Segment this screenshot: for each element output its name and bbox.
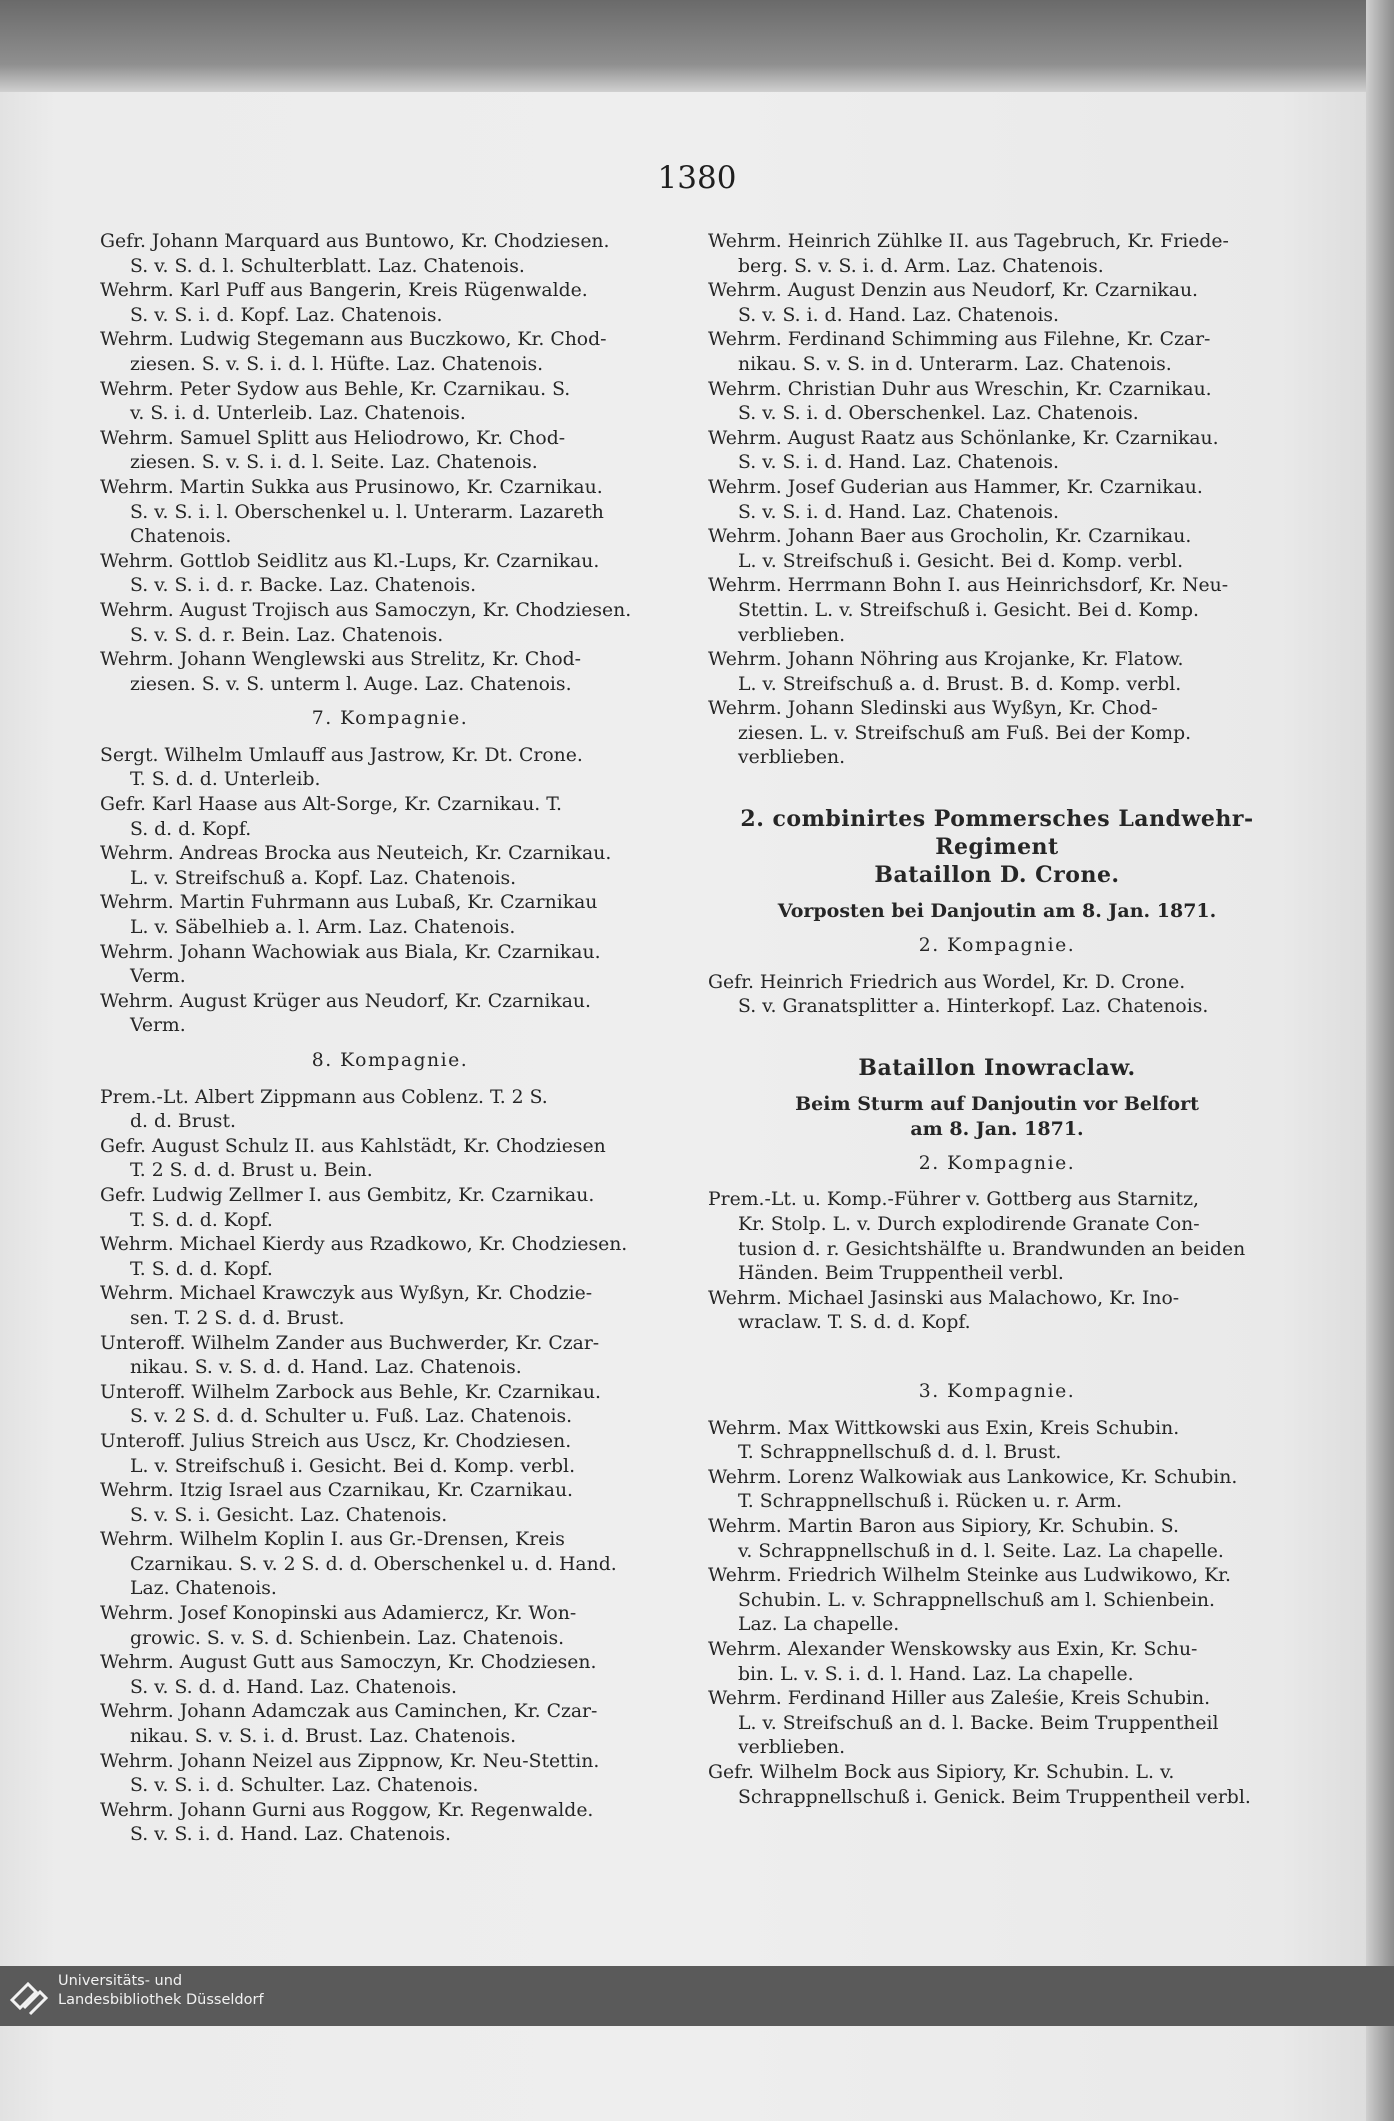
heading-line: am 8. Jan. 1871. [910, 1117, 1084, 1140]
library-credit-line2: Landesbibliothek Düsseldorf [58, 1992, 264, 2008]
entry-line: S. v. S. d. l. Schulterblatt. Laz. Chatenois. [130, 255, 525, 277]
entry-line: Sergt. Wilhelm Umlauff aus Jastrow, Kr. Dt. Crone. [100, 744, 583, 766]
heading-line: 2. combinirtes Pommersches Landwehr-Regiment [740, 806, 1254, 861]
entry-line: nikau. S. v. S. i. d. Brust. Laz. Chatenois. [130, 1726, 517, 1748]
entry-line: Wehrm. Gottlob Seidlitz aus Kl.-Lups, Kr. Czarnikau. [100, 550, 600, 572]
company-heading: 8. Kompagnie. [311, 1050, 469, 1071]
casualty-entry [708, 1287, 1286, 1336]
casualty-entry [100, 744, 680, 793]
unit-heading [708, 1054, 1286, 1082]
casualty-entry [708, 1515, 1286, 1564]
entry-line: v. Schrappnellschuß in d. l. Seite. Laz. La chapelle. [738, 1540, 1224, 1562]
casualty-entry [100, 1479, 680, 1528]
casualty-entry [100, 793, 680, 842]
entry-line: T. 2 S. d. d. Brust u. Bein. [130, 1160, 373, 1182]
entry-line: Wehrm. Herrmann Bohn I. aus Heinrichsdorf, Kr. Neu- [708, 575, 1229, 597]
page-number: 1380 [657, 160, 737, 196]
entry-line: Gefr. Wilhelm Bock aus Sipiory, Kr. Schubin. L. v. [708, 1761, 1175, 1783]
entry-line: T. S. d. d. Kopf. [130, 1209, 273, 1231]
entry-line: Verm. [130, 966, 186, 988]
casualty-entry [100, 1381, 680, 1430]
entry-line: nikau. S. v. S. in d. Unterarm. Laz. Chatenois. [738, 353, 1172, 375]
entry-line: T. Schrappnellschuß d. d. l. Brust. [738, 1442, 1062, 1464]
entry-line: Wehrm. Samuel Splitt aus Heliodrowo, Kr. Chod- [100, 427, 566, 449]
entry-line: Prem.-Lt. Albert Zippmann aus Coblenz. T. 2 S. [100, 1086, 548, 1108]
company-heading: 3. Kompagnie. [918, 1381, 1076, 1402]
entry-line: S. v. S. d. r. Bein. Laz. Chatenois. [130, 624, 444, 646]
entry-line: Wehrm. Friedrich Wilhelm Steinke aus Ludwikowo, Kr. [708, 1565, 1232, 1587]
casualty-entry [708, 1466, 1286, 1515]
entry-line: Wehrm. Ferdinand Schimming aus Filehne, Kr. Czar- [708, 329, 1211, 351]
casualty-entry [100, 599, 680, 648]
entry-line: Czarnikau. S. v. 2 S. d. d. Oberschenkel u. d. Hand. [130, 1553, 617, 1575]
casualty-entry [708, 476, 1286, 525]
casualty-entry [100, 1799, 680, 1848]
heading-line: Vorposten bei Danjoutin am 8. Jan. 1871. [777, 900, 1217, 923]
entry-line: Wehrm. Lorenz Walkowiak aus Lankowice, Kr. Schubin. [708, 1466, 1238, 1488]
entry-line: Gefr. Ludwig Zellmer I. aus Gembitz, Kr. Czarnikau. [100, 1184, 595, 1206]
casualty-entry [100, 842, 680, 891]
entry-line: ziesen. S. v. S. i. d. l. Seite. Laz. Chatenois. [130, 452, 538, 474]
casualty-entry [100, 378, 680, 427]
scan-right-edge [1366, 0, 1394, 2121]
entry-line: Chatenois. [130, 526, 232, 548]
entry-line: Gefr. Karl Haase aus Alt-Sorge, Kr. Czarnikau. T. [100, 794, 562, 816]
entry-line: Wehrm. Michael Krawczyk aus Wyßyn, Kr. Chodzie- [100, 1283, 593, 1305]
entry-line: Gefr. Johann Marquard aus Buntowo, Kr. Chodziesen. [100, 231, 610, 252]
casualty-entry [708, 1687, 1286, 1761]
entry-line: Wehrm. Johann Nöhring aus Krojanke, Kr. Flatow. [708, 649, 1184, 671]
entry-line: nikau. S. v. S. d. d. Hand. Laz. Chatenois. [130, 1357, 522, 1379]
entry-line: verblieben. [738, 624, 846, 646]
heading-line: Beim Sturm auf Danjoutin vor Belfort [795, 1092, 1199, 1115]
entry-line: Laz. La chapelle. [738, 1614, 900, 1636]
casualty-entry [100, 328, 680, 377]
entry-line: Wehrm. Martin Fuhrmann aus Lubaß, Kr. Czarnikau [100, 892, 598, 914]
casualty-entry [100, 1135, 680, 1184]
casualty-entry [100, 1086, 680, 1135]
casualty-entry [100, 1700, 680, 1749]
entry-line: bin. L. v. S. i. d. l. Hand. Laz. La chapelle. [738, 1663, 1134, 1685]
entry-line: Wehrm. August Raatz aus Schönlanke, Kr. Czarnikau. [708, 427, 1219, 449]
spacer [708, 889, 1286, 899]
entry-line: wraclaw. T. S. d. d. Kopf. [738, 1312, 971, 1334]
casualty-entry [708, 378, 1286, 427]
casualty-entry [100, 1430, 680, 1479]
entry-line: T. Schrappnellschuß i. Rücken u. r. Arm. [738, 1491, 1122, 1513]
entry-line: Wehrm. Michael Kierdy aus Rzadkowo, Kr. Chodziesen. [100, 1234, 628, 1256]
entry-line: tusion d. r. Gesichtshälfte u. Brandwunden an beiden [738, 1238, 1246, 1260]
library-credit-line1: Universitäts- und [58, 1973, 183, 1989]
entry-line: S. v. Granatsplitter a. Hinterkopf. Laz. Chatenois. [738, 996, 1209, 1018]
entry-line: L. v. Säbelhieb a. l. Arm. Laz. Chatenois. [130, 917, 516, 939]
entry-line: Unteroff. Julius Streich aus Uscz, Kr. Chodziesen. [100, 1430, 572, 1452]
casualty-entry [708, 1638, 1286, 1687]
entry-line: Laz. Chatenois. [130, 1578, 277, 1600]
casualty-entry [708, 328, 1286, 377]
entry-line: L. v. Streifschuß a. Kopf. Laz. Chatenois. [130, 867, 517, 889]
entry-line: T. S. d. d. Unterleib. [130, 769, 321, 791]
entry-line: Wehrm. Johann Baer aus Grocholin, Kr. Czarnikau. [708, 526, 1192, 548]
entry-line: Wehrm. August Krüger aus Neudorf, Kr. Czarnikau. [100, 990, 591, 1012]
spacer [708, 1020, 1286, 1054]
casualty-entry [100, 1184, 680, 1233]
casualty-entry [708, 1417, 1286, 1466]
entry-line: Verm. [130, 1015, 186, 1037]
entry-line: T. S. d. d. Kopf. [130, 1258, 273, 1280]
casualty-entry [100, 230, 680, 279]
entry-line: Wehrm. Johann Neizel aus Zippnow, Kr. Neu-Stettin. [100, 1750, 600, 1772]
entry-line: S. v. S. i. d. Kopf. Laz. Chatenois. [130, 304, 443, 326]
entry-line: Wehrm. Wilhelm Koplin I. aus Gr.-Drensen, Kreis [100, 1529, 565, 1551]
entry-line: Wehrm. August Gutt aus Samoczyn, Kr. Chodziesen. [100, 1652, 597, 1674]
entry-line: Wehrm. Karl Puff aus Bangerin, Kreis Rügenwalde. [100, 280, 588, 302]
entry-line: L. v. Streifschuß i. Gesicht. Bei d. Komp. verbl. [738, 550, 1184, 572]
entry-line: L. v. Streifschuß a. d. Brust. B. d. Komp. verbl. [738, 673, 1182, 695]
entry-line: d. d. Brust. [130, 1111, 236, 1133]
entry-line: Wehrm. Martin Sukka aus Prusinowo, Kr. Czarnikau. [100, 476, 603, 498]
entry-line: verblieben. [738, 1737, 846, 1759]
entry-line: S. v. S. i. Gesicht. Laz. Chatenois. [130, 1504, 448, 1526]
entry-line: L. v. Streifschuß i. Gesicht. Bei d. Komp. verbl. [130, 1455, 576, 1477]
left-column [100, 230, 680, 1848]
casualty-entry [100, 550, 680, 599]
casualty-entry [708, 648, 1286, 697]
entry-line: Wehrm. August Trojisch aus Samoczyn, Kr. Chodziesen. [100, 599, 632, 621]
entry-line: growic. S. v. S. d. Schienbein. Laz. Chatenois. [130, 1627, 565, 1649]
ulb-duesseldorf-logo-icon [6, 1972, 50, 2016]
casualty-entry [100, 941, 680, 990]
casualty-entry [708, 1564, 1286, 1638]
entry-line: S. v. S. i. d. Hand. Laz. Chatenois. [738, 501, 1059, 523]
entry-line: L. v. Streifschuß an d. l. Backe. Beim Truppentheil [738, 1712, 1219, 1734]
entry-line: Wehrm. August Denzin aus Neudorf, Kr. Czarnikau. [708, 280, 1199, 302]
casualty-entry [100, 891, 680, 940]
entry-line: Unteroff. Wilhelm Zarbock aus Behle, Kr. Czarnikau. [100, 1381, 601, 1403]
entry-line: Wehrm. Josef Konopinski aus Adamiercz, Kr. Won- [100, 1603, 577, 1625]
entry-line: S. v. S. i. d. Hand. Laz. Chatenois. [738, 452, 1059, 474]
entry-line: S. v. S. i. d. r. Backe. Laz. Chatenois. [130, 575, 477, 597]
entry-line: S. v. S. i. l. Oberschenkel u. l. Unterarm. Lazareth [130, 501, 604, 523]
entry-line: Wehrm. Josef Guderian aus Hammer, Kr. Czarnikau. [708, 476, 1203, 498]
casualty-entry [100, 1282, 680, 1331]
entry-line: S. v. S. i. d. Hand. Laz. Chatenois. [738, 304, 1059, 326]
entry-line: S. v. S. i. d. Schulter. Laz. Chatenois. [130, 1775, 479, 1797]
entry-line: Gefr. August Schulz II. aus Kahlstädt, Kr. Chodziesen [100, 1135, 606, 1157]
entry-line: Wehrm. Johann Sledinski aus Wyßyn, Kr. Chod- [708, 698, 1158, 720]
entry-line: v. S. i. d. Unterleib. Laz. Chatenois. [130, 403, 466, 425]
company-heading: 7. Kompagnie. [311, 708, 469, 730]
right-column [708, 230, 1286, 1810]
entry-line: Unteroff. Wilhelm Zander aus Buchwerder, Kr. Czar- [100, 1332, 600, 1354]
casualty-entry [100, 1651, 680, 1700]
entry-line: Wehrm. Alexander Wenskowsky aus Exin, Kr. Schu- [708, 1638, 1198, 1660]
casualty-entry [708, 230, 1286, 279]
casualty-entry [100, 990, 680, 1039]
entry-line: Gefr. Heinrich Friedrich aus Wordel, Kr. D. Crone. [708, 971, 1186, 993]
entry-line: Wehrm. Christian Duhr aus Wreschin, Kr. Czarnikau. [708, 378, 1212, 400]
entry-line: S. v. S. d. d. Hand. Laz. Chatenois. [130, 1676, 458, 1698]
entry-line: Wehrm. Ludwig Stegemann aus Buczkowo, Kr. Chod- [100, 329, 607, 351]
entry-line: Händen. Beim Truppentheil verbl. [738, 1263, 1064, 1285]
casualty-entry [100, 427, 680, 476]
entry-line: S. v. S. i. d. Oberschenkel. Laz. Chatenois. [738, 403, 1139, 425]
entry-line: Wehrm. Johann Gurni aus Roggow, Kr. Regenwalde. [100, 1799, 594, 1821]
engagement-heading [708, 1092, 1286, 1142]
engagement-heading [708, 899, 1286, 924]
entry-line: Wehrm. Johann Adamczak aus Caminchen, Kr. Czar- [100, 1701, 598, 1723]
casualty-entry [100, 1602, 680, 1651]
casualty-entry [100, 648, 680, 697]
unit-heading [708, 805, 1286, 889]
casualty-entry [708, 279, 1286, 328]
entry-line: ziesen. S. v. S. unterm l. Auge. Laz. Chatenois. [130, 673, 572, 695]
entry-line: Wehrm. Andreas Brocka aus Neuteich, Kr. Czarnikau. [100, 843, 612, 865]
entry-line: Wehrm. Michael Jasinski aus Malachowo, Kr. Ino- [708, 1287, 1180, 1309]
entry-line: berg. S. v. S. i. d. Arm. Laz. Chatenois. [738, 255, 1104, 277]
entry-line: Prem.-Lt. u. Komp.-Führer v. Gottberg aus Starnitz, [708, 1189, 1199, 1211]
casualty-entry [100, 1528, 680, 1602]
entry-line: S. d. d. Kopf. [130, 818, 252, 840]
entry-line: ziesen. L. v. Streifschuß am Fuß. Bei der Komp. [738, 722, 1192, 744]
library-credit [58, 1972, 264, 2010]
entry-line: S. v. S. i. d. Hand. Laz. Chatenois. [130, 1824, 451, 1846]
casualty-entry [100, 1750, 680, 1799]
spacer [708, 771, 1286, 805]
entry-line: Wehrm. Heinrich Zühlke II. aus Tagebruch, Kr. Friede- [708, 231, 1229, 252]
casualty-entry [100, 1233, 680, 1282]
company-heading: 2. Kompagnie. [918, 935, 1076, 957]
entry-line: Wehrm. Itzig Israel aus Czarnikau, Kr. Czarnikau. [100, 1480, 574, 1502]
casualty-entry [100, 1332, 680, 1381]
casualty-entry [708, 971, 1286, 1020]
entry-line: Wehrm. Peter Sydow aus Behle, Kr. Czarnikau. S. [100, 378, 571, 400]
heading-line: Bataillon Inowraclaw. [858, 1054, 1136, 1081]
entry-line: Wehrm. Martin Baron aus Sipiory, Kr. Schubin. S. [708, 1515, 1179, 1537]
entry-line: Wehrm. Max Wittkowski aus Exin, Kreis Schubin. [708, 1417, 1180, 1439]
entry-line: Stettin. L. v. Streifschuß i. Gesicht. Bei d. Komp. [738, 599, 1200, 621]
entry-line: ziesen. S. v. S. i. d. l. Hüfte. Laz. Chatenois. [130, 353, 544, 375]
entry-line: sen. T. 2 S. d. d. Brust. [130, 1307, 345, 1329]
heading-line: Bataillon D. Crone. [874, 862, 1120, 889]
company-heading: 2. Kompagnie. [918, 1152, 1076, 1174]
entry-line: Schubin. L. v. Schrappnellschuß am l. Schienbein. [738, 1589, 1215, 1611]
entry-line: Wehrm. Johann Wenglewski aus Strelitz, Kr. Chod- [100, 649, 582, 671]
casualty-entry [708, 525, 1286, 574]
scan-top-shadow [0, 0, 1394, 92]
entry-line: Schrappnellschuß i. Genick. Beim Truppentheil verbl. [738, 1786, 1251, 1808]
casualty-entry [708, 427, 1286, 476]
casualty-entry [708, 1761, 1286, 1810]
entry-line: Kr. Stolp. L. v. Durch explodirende Granate Con- [738, 1214, 1200, 1236]
entry-line: Wehrm. Ferdinand Hiller aus Zaleśie, Kreis Schubin. [708, 1688, 1211, 1710]
entry-line: S. v. 2 S. d. d. Schulter u. Fuß. Laz. Chatenois. [130, 1406, 573, 1428]
casualty-entry [100, 279, 680, 328]
spacer [708, 1082, 1286, 1092]
casualty-entry [100, 476, 680, 550]
casualty-entry [708, 574, 1286, 648]
casualty-entry [708, 1188, 1286, 1286]
spacer [708, 1336, 1286, 1370]
entry-line: Wehrm. Johann Wachowiak aus Biala, Kr. Czarnikau. [100, 941, 601, 963]
entry-line: verblieben. [738, 747, 846, 769]
casualty-entry [708, 697, 1286, 771]
